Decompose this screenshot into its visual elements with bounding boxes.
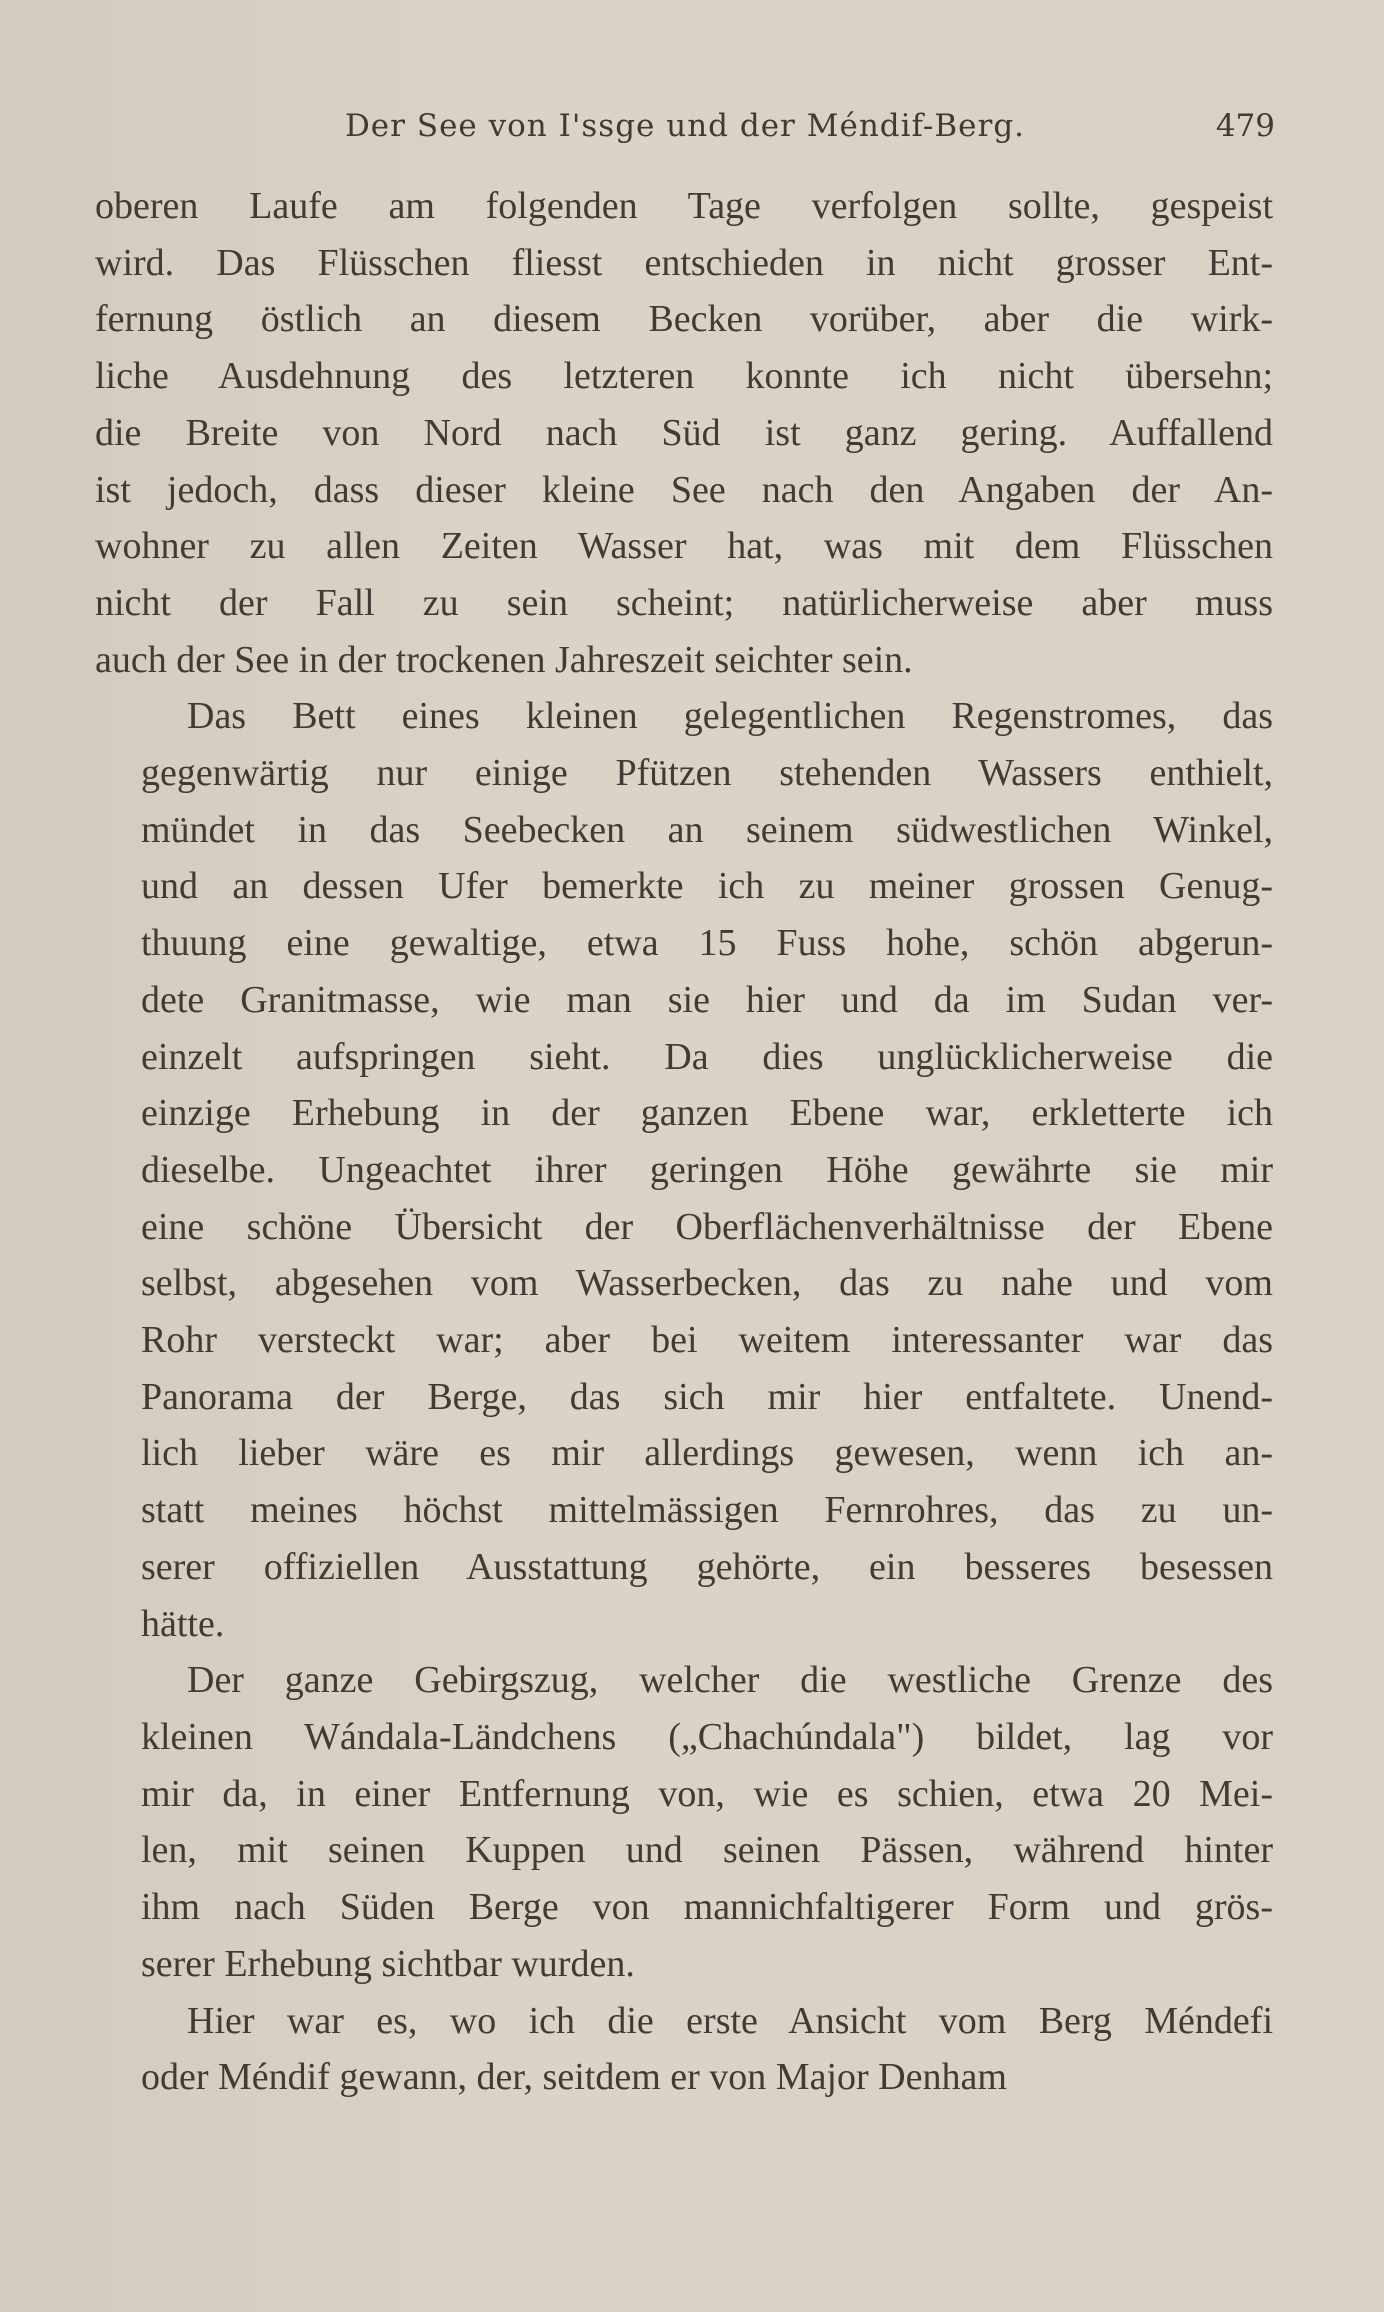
text-line: wird. Das Flüsschen fliesst entschieden in nicht grosser Ent- xyxy=(95,241,1273,284)
text-line: einzige Erhebung in der ganzen Ebene war, erkletterte ich xyxy=(141,1092,1273,1135)
text-line: Das Bett eines kleinen gelegentlichen Regenstromes, das xyxy=(187,695,1273,738)
text-line: kleinen Wándala-Ländchens („Chachúndala") bildet, lag vor xyxy=(141,1715,1273,1758)
paragraph xyxy=(95,1652,1273,1992)
text-line: und an dessen Ufer bemerkte ich zu meiner grossen Genug- xyxy=(141,865,1273,908)
page-header xyxy=(95,100,1275,160)
text-line: len, mit seinen Kuppen und seinen Pässen, während hinter xyxy=(141,1829,1273,1872)
body-text xyxy=(95,178,1273,2106)
text-line: oder Méndif gewann, der, seitdem er von Major Denham xyxy=(141,2056,1007,2099)
text-line: liche Ausdehnung des letzteren konnte ich nicht übersehn; xyxy=(95,355,1273,398)
text-line: Rohr versteckt war; aber bei weitem interessanter war das xyxy=(141,1319,1273,1362)
text-line: serer offiziellen Ausstattung gehörte, ein besseres besessen xyxy=(141,1545,1273,1588)
text-line: statt meines höchst mittelmässigen Fernrohres, das zu un- xyxy=(141,1489,1273,1532)
text-line: fernung östlich an diesem Becken vorüber, aber die wirk- xyxy=(95,298,1273,341)
text-line: Hier war es, wo ich die erste Ansicht vom Berg Méndefi xyxy=(187,1999,1273,2042)
text-line: ihm nach Süden Berge von mannichfaltigerer Form und grös- xyxy=(141,1886,1273,1929)
paragraph xyxy=(95,688,1273,1652)
text-line: wohner zu allen Zeiten Wasser hat, was mit dem Flüsschen xyxy=(95,525,1273,568)
text-line: mündet in das Seebecken an seinem südwestlichen Winkel, xyxy=(141,808,1273,851)
text-line: dieselbe. Ungeachtet ihrer geringen Höhe gewährte sie mir xyxy=(141,1148,1273,1191)
page-number: 479 xyxy=(1215,108,1275,144)
text-line: eine schöne Übersicht der Oberflächenverhältnisse der Ebene xyxy=(141,1205,1273,1248)
text-line: auch der See in der trockenen Jahreszeit seichter sein. xyxy=(95,638,913,681)
paragraph xyxy=(95,178,1273,688)
text-line: Der ganze Gebirgszug, welcher die westliche Grenze des xyxy=(187,1659,1273,1702)
text-line: einzelt aufspringen sieht. Da dies unglücklicherweise die xyxy=(141,1035,1273,1078)
text-line: nicht der Fall zu sein scheint; natürlicherweise aber muss xyxy=(95,581,1273,624)
text-line: gegenwärtig nur einige Pfützen stehenden Wassers enthielt, xyxy=(141,752,1273,795)
text-line: selbst, abgesehen vom Wasserbecken, das zu nahe und vom xyxy=(141,1262,1273,1305)
text-line: dete Granitmasse, wie man sie hier und da im Sudan ver- xyxy=(141,978,1273,1021)
running-title: Der See von I'ssge und der Méndif-Berg. xyxy=(344,108,1026,144)
text-line: mir da, in einer Entfernung von, wie es schien, etwa 20 Mei- xyxy=(141,1772,1273,1815)
text-line: die Breite von Nord nach Süd ist ganz gering. Auffallend xyxy=(95,411,1273,454)
text-line: Panorama der Berge, das sich mir hier entfaltete. Unend- xyxy=(141,1375,1273,1418)
text-line: serer Erhebung sichtbar wurden. xyxy=(141,1942,635,1985)
text-line: thuung eine gewaltige, etwa 15 Fuss hohe, schön abgerun- xyxy=(141,922,1273,965)
paragraph xyxy=(95,1993,1273,2106)
text-line: oberen Laufe am folgenden Tage verfolgen sollte, gespeist xyxy=(95,185,1273,227)
text-line: lich lieber wäre es mir allerdings gewesen, wenn ich an- xyxy=(141,1432,1273,1475)
text-line: ist jedoch, dass dieser kleine See nach den Angaben der An- xyxy=(95,468,1273,511)
text-line: hätte. xyxy=(141,1602,225,1645)
